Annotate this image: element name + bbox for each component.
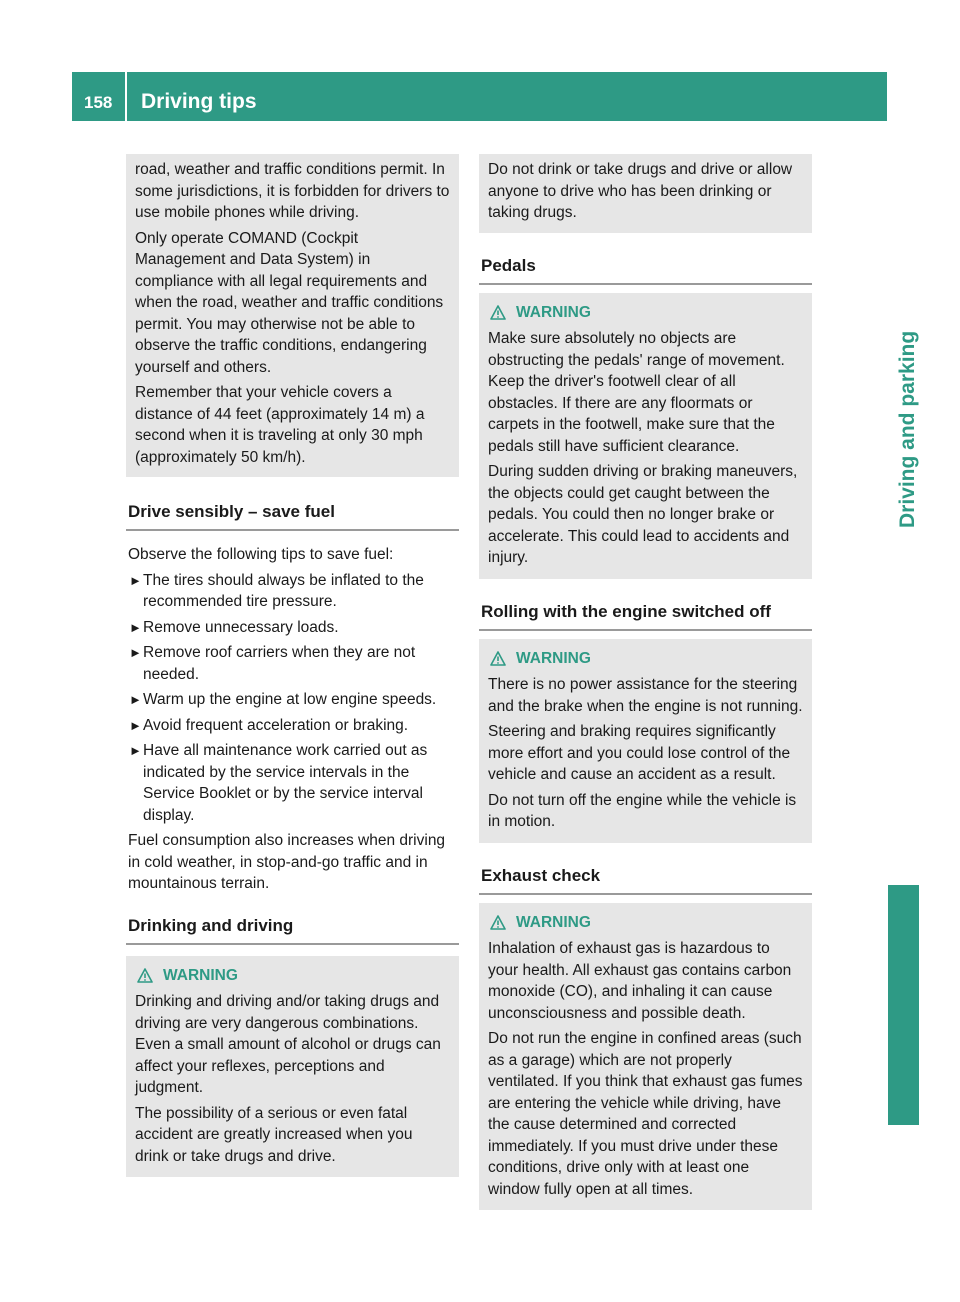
warning-label: WARNING bbox=[516, 649, 591, 667]
paragraph: Remember that your vehicle covers a distance of 44 feet (approximately 14 m) a second when it is traveling at only 30 mph (approximately 50 km/h). bbox=[135, 384, 425, 466]
warning-label: WARNING bbox=[516, 913, 591, 931]
arrow-icon: ► bbox=[129, 645, 142, 660]
section-heading-fuel: Drive sensibly – save fuel bbox=[126, 501, 459, 531]
right-column bbox=[479, 154, 812, 1210]
warning-header bbox=[490, 648, 803, 670]
list-item: ► Warm up the engine at low engine speeds. bbox=[126, 689, 459, 711]
arrow-icon: ► bbox=[129, 743, 142, 758]
paragraph: Do not turn off the engine while the vehicle is in motion. bbox=[488, 791, 797, 830]
warning-label: WARNING bbox=[516, 303, 591, 321]
paragraph: Only operate COMAND (Cockpit Management and Data System) in compliance with all legal requirements and when the road, weather and traffic conditions permit. You may otherwise not be able to observe the traffic conditions, endangering yourself and others. bbox=[135, 229, 444, 376]
warning-box-pedals bbox=[479, 293, 812, 579]
section-heading-drinking: Drinking and driving bbox=[126, 915, 459, 945]
warning-label: WARNING bbox=[163, 966, 238, 984]
page-title: Driving tips bbox=[141, 90, 257, 113]
paragraph: Do not run the engine in confined areas (such as a garage) which are not properly ventilated. If you think that exhaust gas fumes are entering the vehicle while driving, have the cause determined and corrected immediately. If you must drive under these conditions, drive only with at least one window fully open at all times. bbox=[488, 1030, 803, 1198]
paragraph: Drinking and driving and/or taking drugs and driving are very dangerous combinations. Even a small amount of alcohol or drugs can affect your reflexes, perceptions and judgment. bbox=[135, 993, 441, 1096]
list-item: ► The tires should always be inflated to the recommended tire pressure. bbox=[129, 571, 424, 610]
paragraph: Make sure absolutely no objects are obstructing the pedals' range of movement. Keep the driver's footwell clear of all obstacles. If there are any floormats or carpets in the footwell, make sure that the pedals still have sufficient clearance. bbox=[488, 330, 785, 455]
warning-header bbox=[490, 912, 803, 934]
warning-box-drinking bbox=[126, 956, 459, 1178]
paragraph: The possibility of a serious or even fatal accident are greatly increased when you drink or take drugs and drive. bbox=[135, 1104, 413, 1165]
arrow-icon: ► bbox=[129, 619, 142, 635]
fuel-intro: Observe the following tips to save fuel: bbox=[128, 546, 394, 563]
warning-header bbox=[137, 965, 450, 987]
list-item: ► Have all maintenance work carried out as indicated by the service intervals in the Service Booklet or by the service interval display. bbox=[129, 742, 428, 824]
paragraph: During sudden driving or braking maneuvers, the objects could get caught between the pedals. You could then no longer brake or accelerate. This could lead to accidents and injury. bbox=[488, 463, 798, 566]
section-heading-exhaust: Exhaust check bbox=[479, 865, 812, 895]
fuel-tips-list bbox=[126, 570, 459, 827]
paragraph: Do not drink or take drugs and drive or allow anyone to drive who has been drinking or taking drugs. bbox=[488, 161, 793, 221]
arrow-icon: ► bbox=[129, 572, 142, 588]
header-divider bbox=[125, 72, 127, 121]
warning-icon bbox=[490, 651, 506, 666]
fuel-closing: Fuel consumption also increases when driving in cold weather, in stop-and-go traffic and in mountainous terrain. bbox=[128, 832, 446, 892]
intro-box bbox=[126, 154, 459, 477]
paragraph: There is no power assistance for the steering and the brake when the engine is not running. bbox=[488, 676, 803, 715]
warning-icon bbox=[490, 305, 506, 320]
section-heading-rolling: Rolling with the engine switched off bbox=[479, 601, 812, 631]
arrow-icon: ► bbox=[129, 717, 142, 733]
paragraph: road, weather and traffic conditions permit. In some jurisdictions, it is forbidden for drivers to use mobile phones while driving. bbox=[135, 161, 450, 221]
left-column bbox=[126, 154, 459, 1177]
warning-box-exhaust bbox=[479, 903, 812, 1211]
list-item: ► Avoid frequent acceleration or braking. bbox=[126, 715, 459, 737]
drinking-continued-box bbox=[479, 154, 812, 233]
section-side-tab: Driving and parking bbox=[896, 330, 919, 528]
warning-header bbox=[490, 302, 803, 324]
page-number: 158 bbox=[84, 93, 113, 112]
warning-box-rolling bbox=[479, 639, 812, 843]
list-item: ► Remove roof carriers when they are not needed. bbox=[129, 644, 416, 683]
side-thumb-marker bbox=[888, 885, 919, 1125]
section-heading-pedals: Pedals bbox=[479, 255, 812, 285]
warning-icon bbox=[490, 915, 506, 930]
paragraph: Inhalation of exhaust gas is hazardous to your health. All exhaust gas contains carbon monoxide (CO), and inhaling it can cause unconsciousness and possible death. bbox=[488, 940, 792, 1022]
arrow-icon: ► bbox=[129, 692, 142, 707]
paragraph: Steering and braking requires significantly more effort and you could lose control of the vehicle and cause an accident as a result. bbox=[488, 723, 791, 783]
warning-icon bbox=[137, 968, 153, 983]
list-item: ► Remove unnecessary loads. bbox=[126, 617, 459, 639]
